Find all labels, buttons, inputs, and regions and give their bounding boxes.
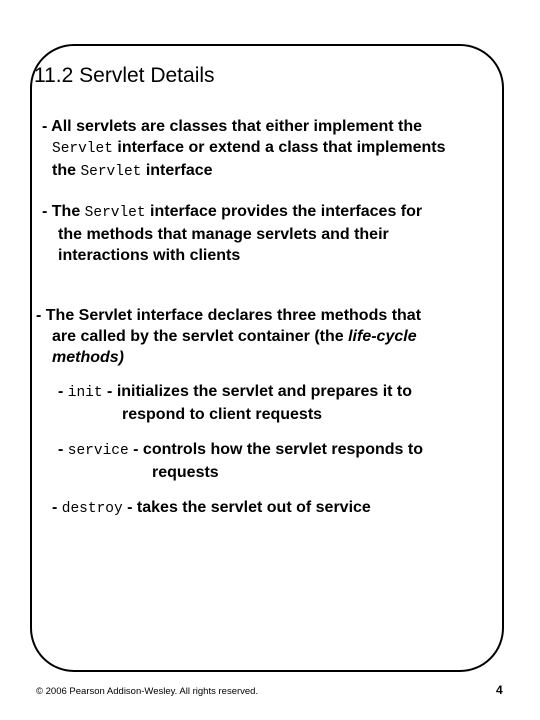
code-destroy: destroy [61,501,123,517]
method-destroy [52,497,371,520]
bullet-text: - [58,383,68,400]
bullet-text: interface or extend a class that implements [112,139,446,156]
method-service [58,439,423,483]
bullet-text: interface [141,162,213,179]
bullet-line: interactions with clients [58,247,241,264]
bullet-three-methods [36,305,421,368]
code-service: service [67,443,129,459]
bullet-line [42,137,445,160]
bullet-text: are called by the servlet container (the [52,328,349,345]
bullet-line [36,326,421,347]
bullet-text: - [52,499,62,516]
bullet-line [52,497,371,520]
bullet-servlet-interface [42,201,422,266]
bullet-text: - [58,441,68,458]
slide-title: 11.2 Servlet Details [34,64,215,87]
bullet-text: - initializes the servlet and prepares it to [102,383,413,400]
code-init: init [67,385,103,401]
code-servlet: Servlet [80,164,142,180]
bullet-all-servlets [42,116,445,183]
copyright-footer: © 2006 Pearson Addison-Wesley. All rights reserved. [36,686,259,697]
bullet-line [58,381,412,404]
page-number: 4 [496,683,503,697]
bullet-line: - All servlets are classes that either implement the [42,118,423,135]
bullet-line: requests [152,464,219,481]
bullet-line [58,439,423,462]
bullet-line: the methods that manage servlets and their [58,226,389,243]
emphasis-text: methods) [52,349,124,366]
bullet-text: interface provides the interfaces for [145,203,423,220]
bullet-line: - The Servlet interface declares three methods that [36,307,422,324]
bullet-line [42,201,422,224]
bullet-text: - controls how the servlet responds to [128,441,423,458]
bullet-line: respond to client requests [122,406,323,423]
bullet-line [42,160,445,183]
bullet-text: - The [42,203,85,220]
code-servlet: Servlet [52,141,113,157]
bullet-text: - takes the servlet out of service [122,499,371,516]
bullet-text: the [52,162,81,179]
code-servlet: Servlet [84,205,146,221]
emphasis-text: life-cycle [348,328,417,345]
method-init [58,381,412,425]
